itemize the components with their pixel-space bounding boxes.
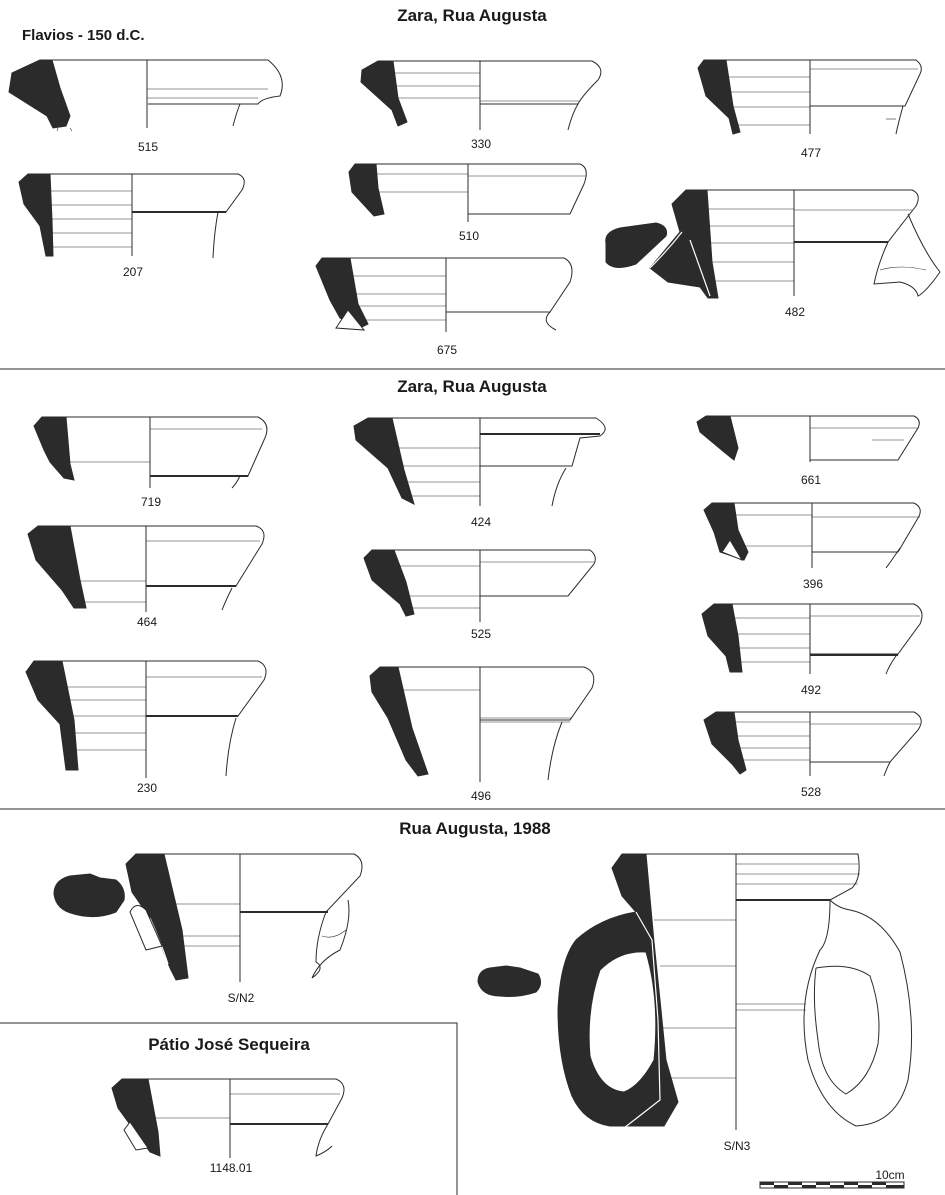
section-title-zara-1: Zara, Rua Augusta (397, 6, 547, 25)
sherd-drawing-496 (370, 667, 594, 782)
section-title-zara-2: Zara, Rua Augusta (397, 377, 547, 396)
sherd-drawing-719 (34, 417, 267, 488)
sherd-drawing-510 (349, 164, 586, 222)
sherd-label-477: 477 (800, 146, 822, 160)
sherd-drawing-207 (19, 174, 244, 258)
scale-bar-label: 10cm (875, 1168, 905, 1182)
sherd-drawing-sn3 (478, 854, 912, 1130)
sherd-label-396: 396 (802, 577, 824, 591)
section-subtitle-flavios: Flavios - 150 d.C. (22, 27, 145, 44)
sherd-label-424: 424 (470, 515, 492, 529)
sherd-label-528: 528 (800, 785, 822, 799)
sherd-label-719: 719 (140, 495, 162, 509)
sherd-label-1148-01: 1148.01 (209, 1161, 253, 1175)
sherd-drawing-661 (697, 416, 919, 462)
sherd-drawing-525 (364, 550, 595, 622)
sherd-drawing-sn2 (54, 854, 362, 982)
sherd-drawing-528 (704, 712, 921, 776)
sherd-drawing-492 (702, 604, 922, 674)
section-title-rua-augusta-1988: Rua Augusta, 1988 (399, 819, 551, 838)
sherd-label-sn2: S/N2 (227, 991, 255, 1005)
sherd-label-661: 661 (800, 473, 822, 487)
sherd-label-330: 330 (470, 137, 492, 151)
section-title-patio: Pátio José Sequeira (148, 1035, 310, 1054)
sherd-label-510: 510 (458, 229, 480, 243)
sherd-drawing-464 (28, 526, 264, 612)
sherd-label-207: 207 (122, 265, 144, 279)
sherd-label-496: 496 (470, 789, 492, 803)
sherd-drawing-515 (9, 60, 282, 131)
sherd-drawing-396 (704, 503, 920, 568)
sherd-label-482: 482 (784, 305, 806, 319)
sherd-drawing-482 (606, 190, 940, 298)
sherd-drawing-1148-01 (112, 1079, 344, 1158)
sherd-label-464: 464 (136, 615, 158, 629)
scale-bar (760, 1182, 904, 1188)
sherd-label-515: 515 (137, 140, 159, 154)
sherd-label-675: 675 (436, 343, 458, 357)
sherd-label-525: 525 (470, 627, 492, 641)
sherd-label-492: 492 (800, 683, 822, 697)
sherd-drawing-330 (361, 61, 601, 130)
sherd-drawing-675 (316, 258, 572, 332)
sherd-drawing-424 (354, 418, 605, 506)
sherd-label-sn3: S/N3 (723, 1139, 751, 1153)
sherd-label-230: 230 (136, 781, 158, 795)
sherd-drawing-230 (26, 661, 266, 778)
sherd-drawing-477 (698, 60, 921, 134)
